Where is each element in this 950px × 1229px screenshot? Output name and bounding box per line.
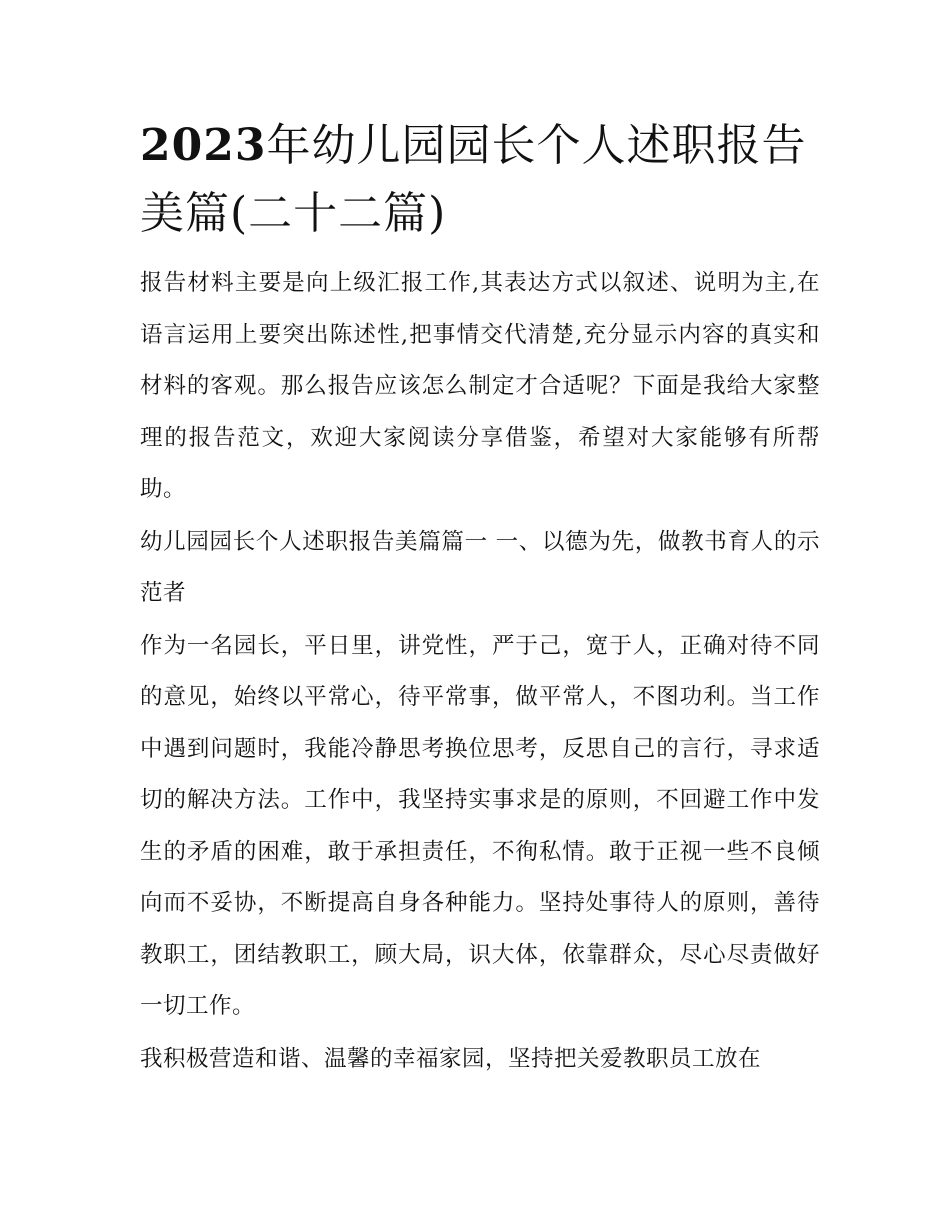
document-title [140, 112, 820, 248]
section-heading: 幼儿园园长个人述职报告美篇篇一 一、以德为先，做教书育人的示范者 [140, 528, 820, 606]
body-paragraph: 我积极营造和谐、温馨的幸福家园，坚持把关爱教职员工放在 [140, 1045, 762, 1072]
body-paragraph: 作为一名园长，平日里，讲党性，严于己，宽于人，正确对待不同的意见，始终以平常心，待平常事，做平常人，不图功利。当工作中遇到问题时，我能冷静思考换位思考，反思自己的言行，寻求适切的解决方法。工作中，我坚持实事求是的原则，不回避工作中发生的矛盾的困难，敢于承担责任，不徇私情。敢于正视一些不良倾向而不妥协，不断提高自身各种能力。坚持处事待人的原则，善待教职工，团结教职工，顾大局，识大体，依靠群众，尽心尽责做好一切工作。 [140, 632, 820, 1019]
title-text: 年幼儿园园长个人述职报告美篇(二十二篇) [140, 120, 807, 239]
intro-paragraph: 报告材料主要是向上级汇报工作,其表达方式以叙述、说明为主,在语言运用上要突出陈述性,把事情交代清楚,充分显示内容的真实和材料的客观。那么报告应该怎么制定才合适呢？下面是我给大家整理的报告范文，欢迎大家阅读分享借鉴，希望对大家能够有所帮助。 [140, 270, 820, 502]
document-body [140, 112, 820, 1086]
title-year: 2023 [140, 120, 267, 171]
